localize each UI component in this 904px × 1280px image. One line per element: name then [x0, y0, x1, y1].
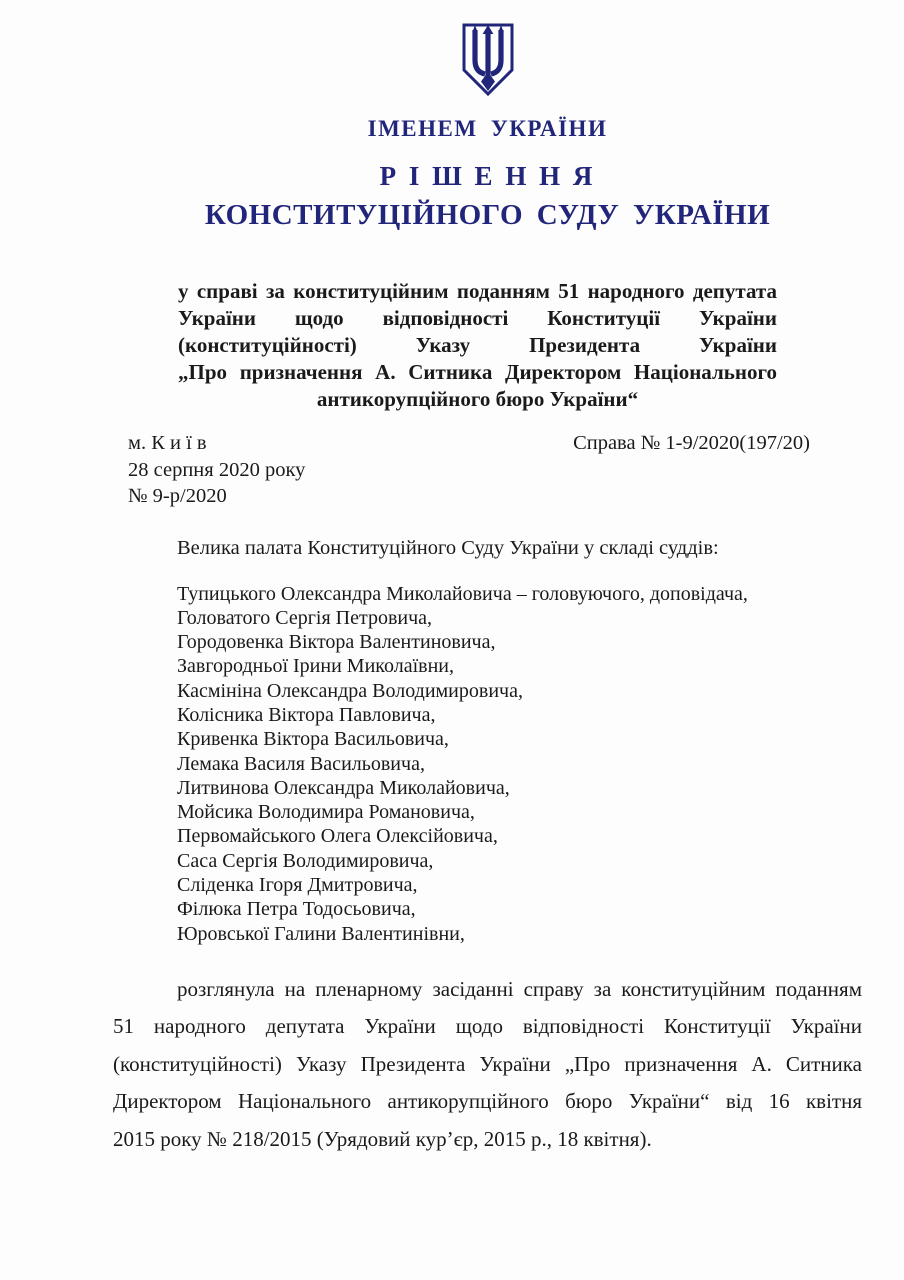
- court-composition-intro: Велика палата Конституційного Суду України у складі суддів:: [177, 536, 719, 559]
- judge-item: Саса Сергія Володимировича,: [177, 849, 434, 872]
- decision-title: Р І Ш Е Н Н Я: [379, 161, 596, 191]
- document-content: [113, 0, 862, 1158]
- court-name-title: КОНСТИТУЦІЙНОГО СУДУ УКРАЇНИ: [204, 199, 771, 231]
- judge-item: Колісника Віктора Павловича,: [177, 703, 436, 726]
- body-line: 51 народного депутата України щодо відповідності Конституції України: [113, 1014, 862, 1039]
- ukraine-coat-of-arms-icon: [457, 22, 519, 98]
- judge-item: Первомайського Олега Олексійовича,: [177, 825, 498, 848]
- body-line: розглянула на пленарному засіданні справу за конституційним поданням: [177, 976, 862, 1001]
- judge-item: Головатого Сергія Петровича,: [177, 606, 433, 629]
- city-label: м. К и ї в: [128, 432, 207, 454]
- subject-line: антикорупційного бюро України“: [316, 387, 639, 411]
- court-composition: [113, 536, 862, 946]
- judge-item: Кривенка Віктора Васильовича,: [177, 728, 449, 751]
- decision-number-label: № 9-р/2020: [128, 485, 227, 507]
- judge-item: Тупицького Олександра Миколайовича – головуючого, доповідача,: [177, 582, 748, 605]
- closing-paragraph: [113, 971, 862, 1159]
- subject-line: (конституційності) Указу Президента України: [178, 333, 777, 357]
- judge-item: Касмініна Олександра Володимировича,: [177, 679, 523, 702]
- document-header: [113, 22, 862, 233]
- judge-item: Литвинова Олександра Миколайовича,: [177, 776, 510, 799]
- subject-line: України щодо відповідності Конституції України: [178, 306, 777, 330]
- case-info-block: [128, 430, 862, 510]
- motto-imenem-ukrainy: ІМЕНЕМ УКРАЇНИ: [367, 116, 608, 141]
- judge-item: Юровської Галини Валентинівни,: [177, 922, 465, 945]
- judge-item: Філюка Петра Тодосьовича,: [177, 898, 416, 921]
- case-number-label: Справа № 1-9/2020(197/20): [573, 432, 810, 454]
- body-line: Директором Національного антикорупційного бюро України“ від 16 квітня: [113, 1089, 862, 1114]
- judges-list: [177, 582, 862, 946]
- case-info-left: [128, 430, 305, 510]
- subject-line: „Про призначення А. Ситника Директором Національного: [178, 360, 777, 384]
- judge-item: Лемака Василя Васильовича,: [177, 752, 425, 775]
- judge-item: Завгородньої Ірини Миколаївни,: [177, 655, 454, 678]
- subject-line: у справі за конституційним поданням 51 народного депутата: [178, 279, 777, 303]
- case-subject-paragraph: [178, 278, 777, 413]
- body-line: (конституційності) Указу Президента України „Про призначення А. Ситника: [113, 1051, 862, 1076]
- judge-item: Сліденка Ігоря Дмитровича,: [177, 874, 418, 897]
- judge-item: Мойсика Володимира Романовича,: [177, 801, 475, 824]
- judge-item: Городовенка Віктора Валентиновича,: [177, 631, 496, 654]
- date-label: 28 серпня 2020 року: [128, 458, 306, 481]
- body-line: 2015 року № 218/2015 (Урядовий кур’єр, 2015 р., 18 квітня).: [113, 1126, 652, 1151]
